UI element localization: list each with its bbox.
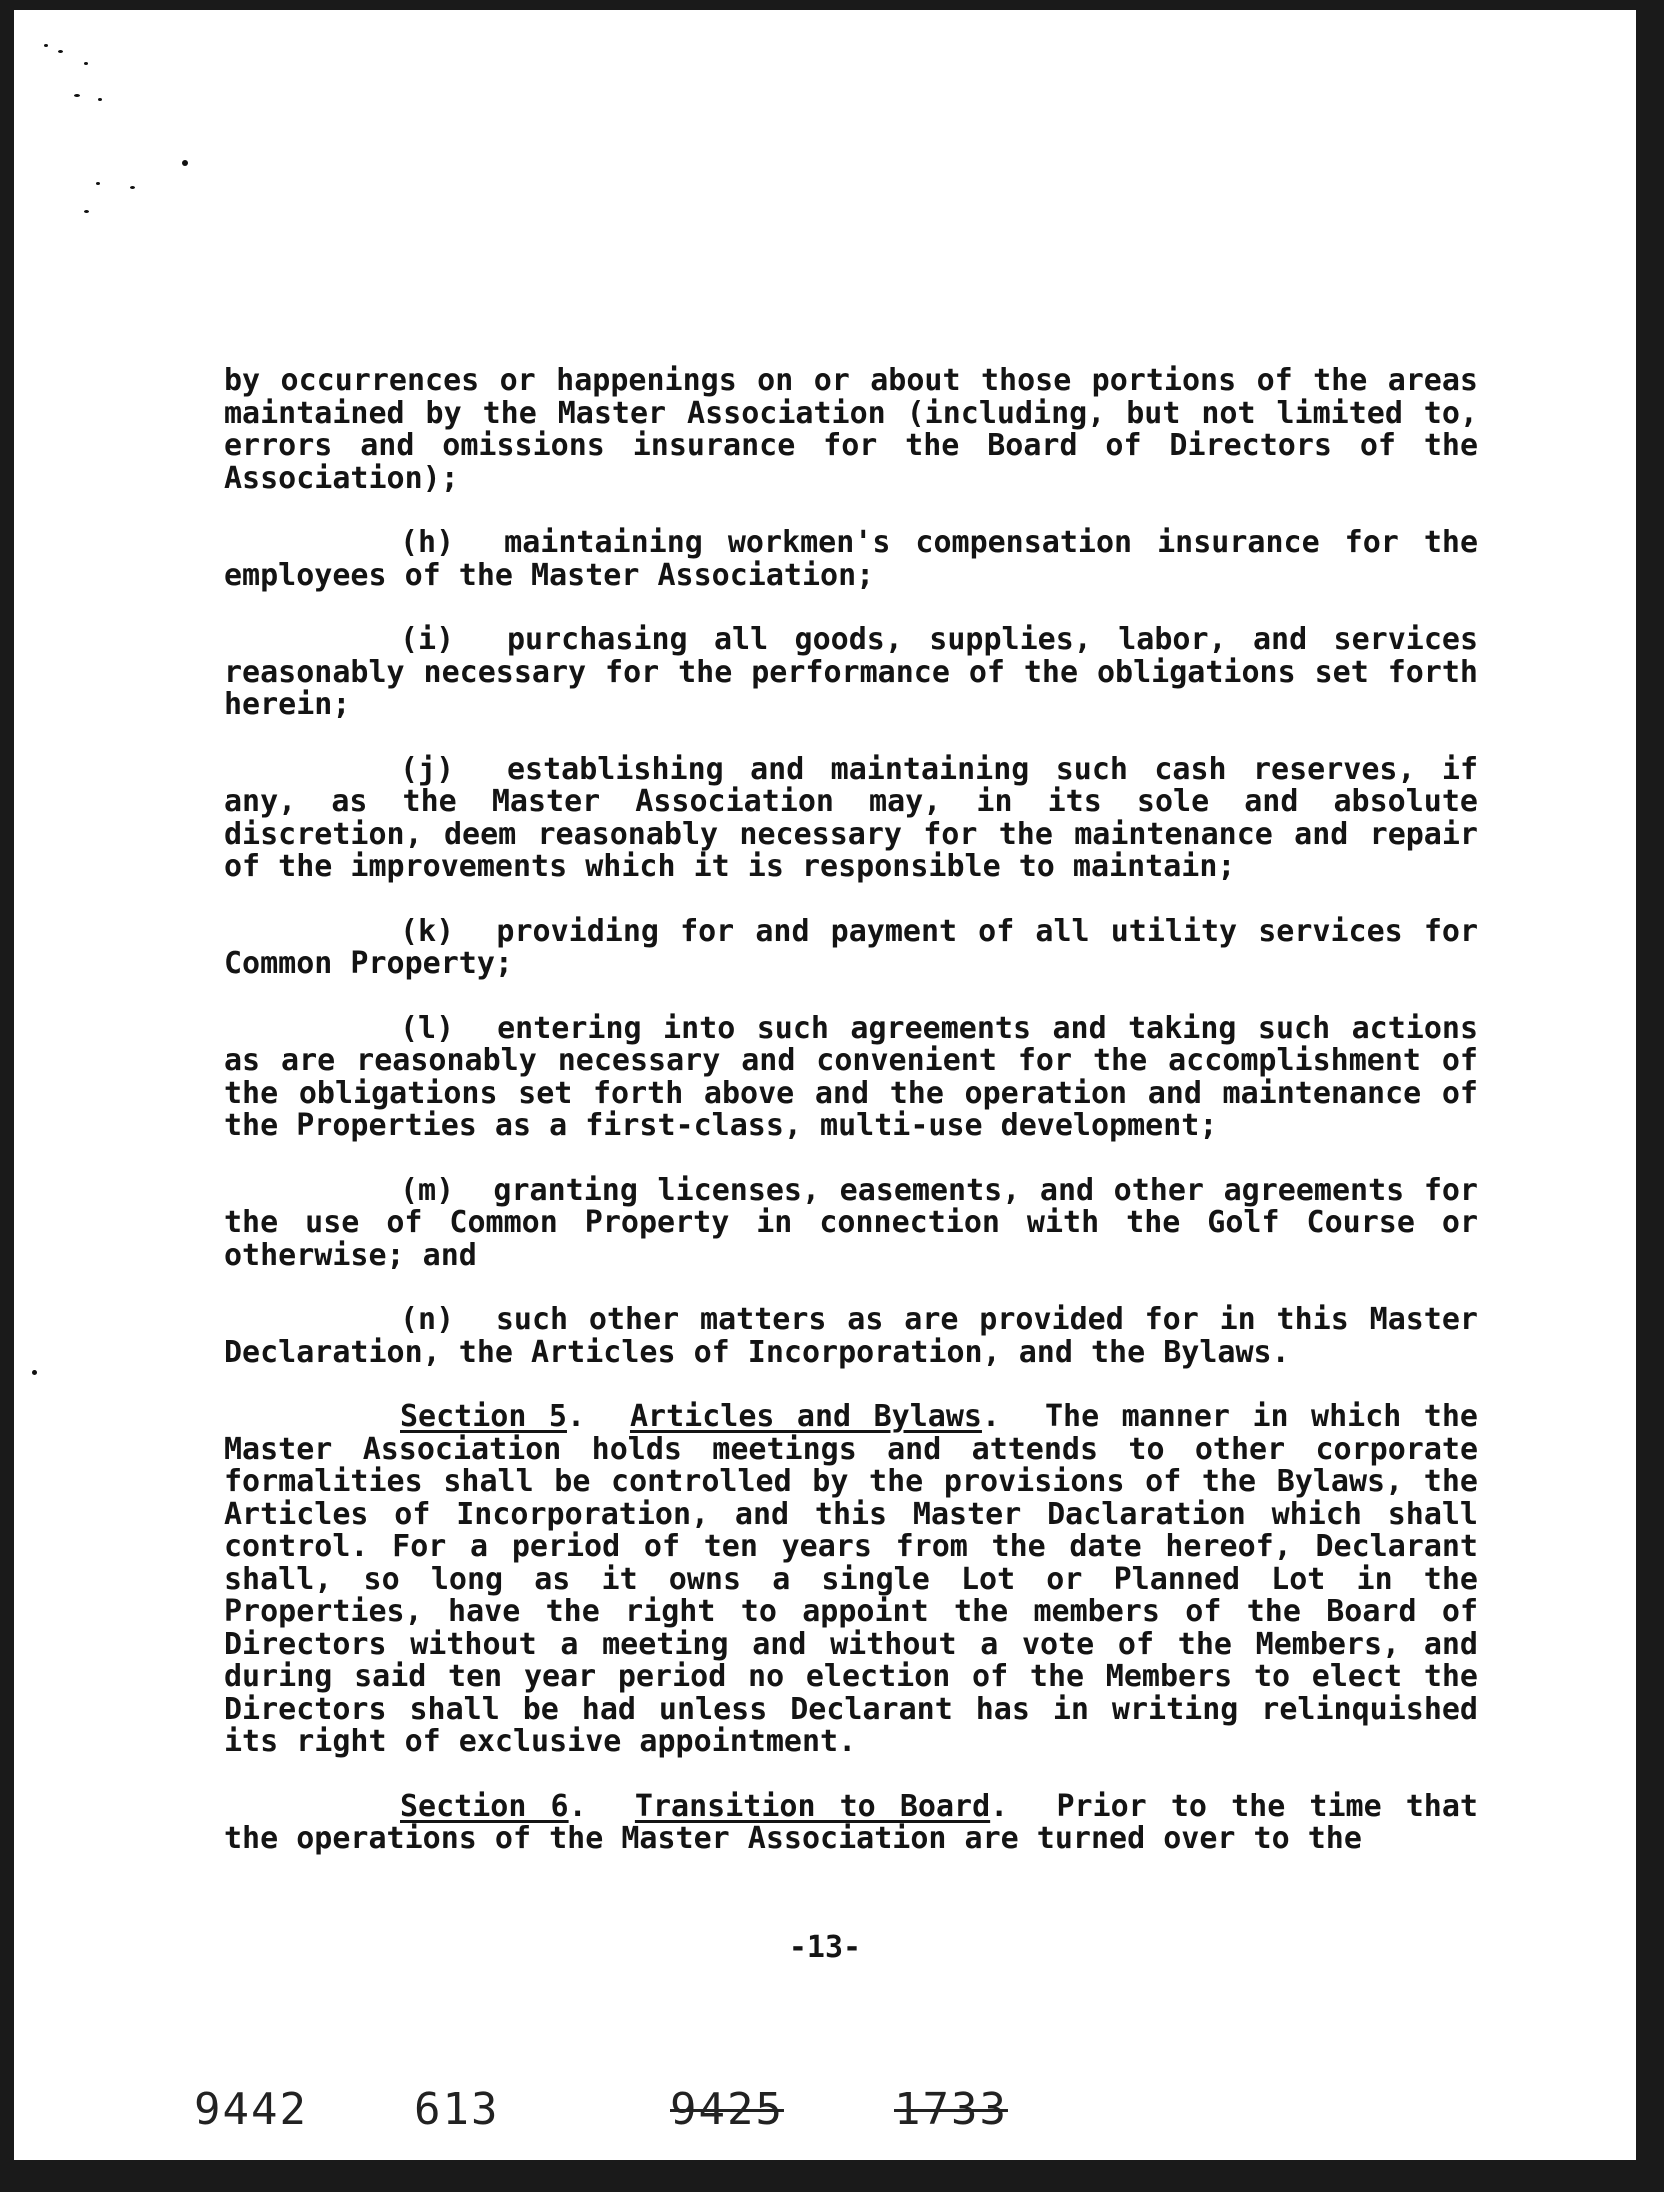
item-marker: (n) [400, 1302, 455, 1337]
scan-speck [130, 186, 135, 189]
section-label: Section 6 [400, 1788, 569, 1824]
item-text: granting licenses, easements, and other agreements for the use of Common Property in connection with the Golf Course or otherwise; and [224, 1172, 1478, 1273]
list-item-k [224, 913, 1479, 981]
stamp-page: 613 [414, 2084, 500, 2135]
item-text: establishing and maintaining such cash reserves, if any, as the Master Association may, in its sole and absolute discretion, deem reasonably necessary for the maintenance and repair of the improvements which it is responsible to maintain; [224, 751, 1479, 884]
list-item-n [224, 1304, 1478, 1369]
item-text: entering into such agreements and taking such actions as are reasonably necessary and convenient for the accomplishment of the obligations set forth above and the operation and maintenance of the Properties as a first-class, multi-use development; [224, 1010, 1479, 1143]
scan-speck [74, 94, 80, 97]
item-text: purchasing all goods, supplies, labor, and services reasonably necessary for the performance of the obligations set forth herein; [224, 622, 1479, 722]
item-marker: (j) [400, 751, 455, 787]
item-text: providing for and payment of all utility services for Common Property; [224, 913, 1479, 981]
list-item-l [224, 1010, 1479, 1143]
scan-speck [58, 50, 63, 53]
section-label: Section 5 [400, 1399, 567, 1434]
list-item-i [224, 624, 1478, 722]
section-5: Section 5. Articles and Bylaws. The manner in which the Master Association holds meetings and attends to other corporate formalities shall be controlled by the provisions of the Bylaws, the Articles of Incorporation, and this Master Daclaration which shall control. For a period of ten years from the date hereof, Declarant shall, so long as it owns a single Lot or Planned Lot in the Properties, have the right to appoint the members of the Board of Directors without a meeting and without a vote of the Members, and during said ten year period no election of the Members to elect the Directors shall be had unless Declarant has in writing relinquished its right of exclusive appointment. [224, 1399, 1478, 1759]
scan-speck [32, 1370, 37, 1375]
list-item-j [224, 751, 1479, 884]
scan-speck [84, 62, 88, 65]
section-title: Articles and Bylaws [629, 1399, 982, 1434]
scan-speck [98, 98, 102, 101]
intro-paragraph: by occurrences or happenings on or about those portions of the areas maintained by the Master Association (including, but not limited to, errors and omissions insurance for the Board of Directors of the Association); [224, 363, 1478, 496]
list-item-h [224, 527, 1478, 592]
item-marker: (k) [400, 913, 455, 949]
item-marker: (l) [400, 1010, 455, 1046]
stamp-old-page: 1733 [894, 2084, 1008, 2135]
list-item-m [224, 1172, 1478, 1273]
section-text: The manner in which the Master Association holds meetings and attends to other corporate formalities shall be controlled by the provisions of the Bylaws, the Articles of Incorporation, and this Master Daclaration which shall control. For a period of ten years from the date hereof, Declarant shall, so long as it owns a single Lot or Planned Lot in the Properties, have the right to appoint the members of the Board of Directors without a meeting and without a vote of the Members, and during said ten year period no election of the Members to elect the Directors shall be had unless Declarant has in writing relinquished its right of exclusive appointment. [224, 1399, 1478, 1759]
stamp-book: 9442 [194, 2084, 308, 2135]
section-6: Section 6. Transition to Board. Prior to the time that the operations of the Master Association are turned over to the [224, 1788, 1478, 1856]
scan-speck [182, 160, 188, 166]
scan-speck [44, 44, 48, 47]
item-text: such other matters as are provided for in this Master Declaration, the Articles of Incorporation, and the Bylaws. [224, 1302, 1478, 1370]
scan-speck [96, 182, 100, 185]
item-marker: (m) [400, 1172, 455, 1208]
section-title: Transition to Board [634, 1788, 991, 1824]
document-page [14, 10, 1636, 2160]
item-marker: (i) [400, 622, 455, 657]
item-marker: (h) [400, 525, 455, 560]
stamp-old-book: 9425 [670, 2084, 784, 2135]
item-text: maintaining workmen's compensation insurance for the employees of the Master Association; [224, 525, 1479, 593]
document-body [224, 365, 1478, 1888]
section-text: Prior to the time that the operations of the Master Association are turned over to the [224, 1788, 1478, 1856]
scan-speck [84, 210, 89, 213]
page-number: -13- [788, 1930, 862, 1965]
